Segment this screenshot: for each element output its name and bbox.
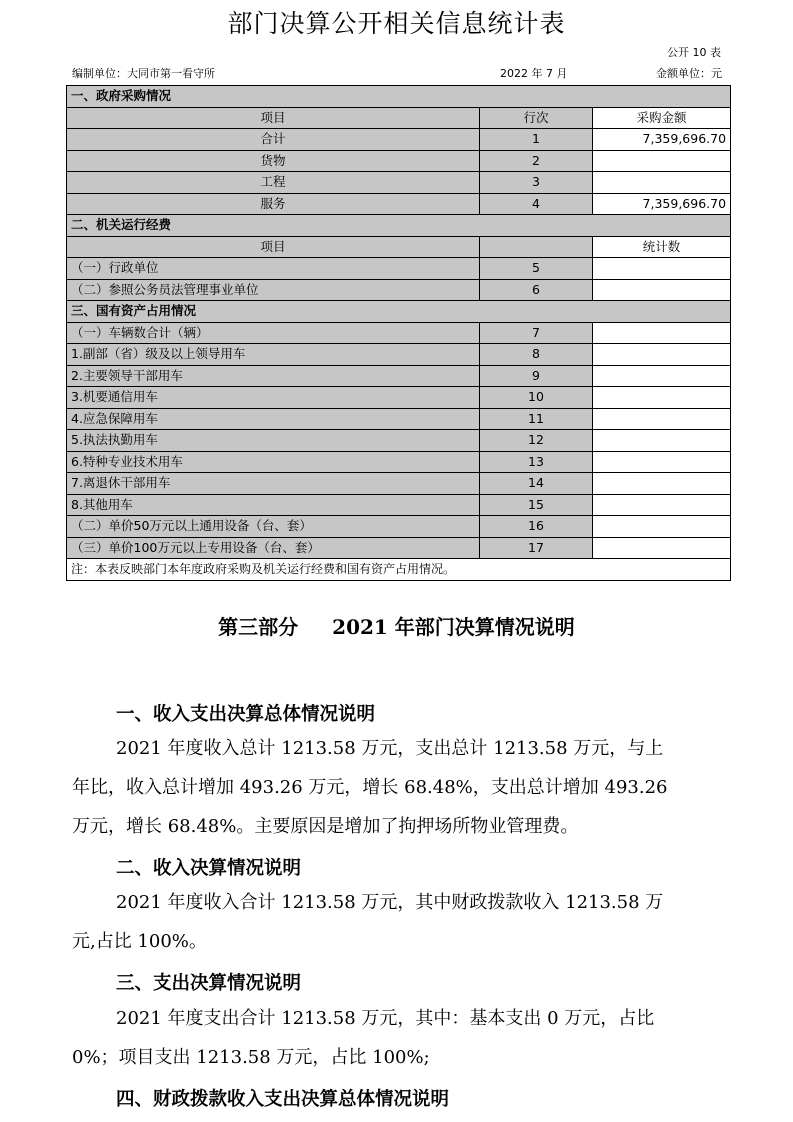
col-header-item: 项目: [67, 236, 480, 258]
value-cell: [593, 387, 731, 409]
report-date: 2022 年 7 月: [500, 67, 568, 80]
section3-heading: 三、国有资产占用情况: [67, 301, 731, 323]
section-heading: 三、支出决算情况说明: [116, 973, 302, 994]
row-number-cell: 15: [480, 494, 593, 516]
table-row: [67, 279, 731, 301]
section2-heading: 二、机关运行经费: [67, 215, 731, 237]
value-cell: [593, 279, 731, 301]
row-number-cell: 13: [480, 451, 593, 473]
item-cell: 8.其他用车: [67, 494, 480, 516]
item-cell: （一）行政单位: [67, 258, 480, 280]
header-meta-row: [72, 65, 722, 81]
value-cell: [593, 451, 731, 473]
row-number-cell: 7: [480, 322, 593, 344]
row-number-cell: 14: [480, 473, 593, 495]
page-title: 部门决算公开相关信息统计表: [227, 9, 566, 38]
item-cell: 7.离退休干部用车: [67, 473, 480, 495]
row-number-cell: 6: [480, 279, 593, 301]
table-row: [67, 150, 731, 172]
table-row: [67, 408, 731, 430]
row-number-cell: 1: [480, 129, 593, 151]
item-cell: 货物: [67, 150, 480, 172]
value-cell: [593, 258, 731, 280]
table-header-row: [67, 107, 731, 129]
paragraph-line: 年比，收入总计增加 493.26 万元，增长 68.48%，支出总计增加 493.26: [72, 777, 668, 798]
note-row: [67, 559, 731, 581]
section-heading-row: [67, 86, 731, 108]
item-cell: （一）车辆数合计（辆）: [67, 322, 480, 344]
table-row: [67, 473, 731, 495]
row-number-cell: 8: [480, 344, 593, 366]
table-row: [67, 365, 731, 387]
part-title: [0, 611, 793, 640]
amount-unit: 金额单位：元: [656, 67, 722, 80]
amount-cell: 7,359,696.70: [593, 193, 731, 215]
section-heading: 四、财政拨款收入支出决算总体情况说明: [116, 1089, 450, 1110]
section-heading-row: [67, 301, 731, 323]
table-row: [67, 516, 731, 538]
value-cell: [593, 365, 731, 387]
item-cell: （二）单价50万元以上通用设备（台、套）: [67, 516, 480, 538]
col-header-row: 行次: [480, 107, 593, 129]
paragraph-line: 0%；项目支出 1213.58 万元，占比 100%;: [72, 1047, 430, 1068]
row-number-cell: 2: [480, 150, 593, 172]
item-cell: 合计: [67, 129, 480, 151]
item-cell: 3.机要通信用车: [67, 387, 480, 409]
section-heading: 二、收入决算情况说明: [116, 858, 302, 879]
table-row: [67, 258, 731, 280]
row-number-cell: 16: [480, 516, 593, 538]
table-row: [67, 494, 731, 516]
item-cell: 4.应急保障用车: [67, 408, 480, 430]
row-number-cell: 5: [480, 258, 593, 280]
value-cell: [593, 322, 731, 344]
table-code: 公开 10 表: [667, 46, 721, 59]
value-cell: [593, 516, 731, 538]
item-cell: 2.主要领导干部用车: [67, 365, 480, 387]
amount-cell: [593, 150, 731, 172]
item-cell: （三）单价100万元以上专用设备（台、套）: [67, 537, 480, 559]
value-cell: [593, 473, 731, 495]
table-row: [67, 129, 731, 151]
value-cell: [593, 537, 731, 559]
col-header-amount: 采购金额: [593, 107, 731, 129]
table-row: [67, 172, 731, 194]
table-row: [67, 537, 731, 559]
paragraph-line: 2021 年度收入合计 1213.58 万元，其中财政拨款收入 1213.58 万: [116, 892, 664, 913]
statistics-table: [66, 85, 731, 581]
row-number-cell: 10: [480, 387, 593, 409]
value-cell: [593, 408, 731, 430]
table-row: [67, 193, 731, 215]
table-row: [67, 451, 731, 473]
paragraph-line: 万元，增长 68.48%。主要原因是增加了拘押场所物业管理费。: [72, 816, 579, 837]
item-cell: 服务: [67, 193, 480, 215]
paragraph-line: 2021 年度收入总计 1213.58 万元，支出总计 1213.58 万元，与上: [116, 738, 664, 759]
section-heading-row: [67, 215, 731, 237]
value-cell: [593, 344, 731, 366]
table-header-row: [67, 236, 731, 258]
item-cell: 6.特种专业技术用车: [67, 451, 480, 473]
table-note: 注：本表反映部门本年度政府采购及机关运行经费和国有资产占用情况。: [67, 559, 731, 581]
section1-heading: 一、政府采购情况: [67, 86, 731, 108]
item-cell: 1.副部（省）级及以上领导用车: [67, 344, 480, 366]
paragraph: [72, 883, 724, 961]
amount-cell: 7,359,696.70: [593, 129, 731, 151]
row-number-cell: 4: [480, 193, 593, 215]
item-cell: （二）参照公务员法管理事业单位: [67, 279, 480, 301]
table-row: [67, 387, 731, 409]
col-header-count: 统计数: [593, 236, 731, 258]
paragraph-line: 2021 年度支出合计 1213.58 万元，其中：基本支出 0 万元，占比: [116, 1008, 655, 1029]
table-row: [67, 344, 731, 366]
value-cell: [593, 430, 731, 452]
table-row: [67, 430, 731, 452]
paragraph-line: 元,占比 100%。: [72, 931, 207, 952]
item-cell: 工程: [67, 172, 480, 194]
amount-cell: [593, 172, 731, 194]
row-number-cell: 12: [480, 430, 593, 452]
row-number-cell: 3: [480, 172, 593, 194]
section-heading: 一、收入支出决算总体情况说明: [116, 704, 376, 725]
row-number-cell: 11: [480, 408, 593, 430]
item-cell: 5.执法执勤用车: [67, 430, 480, 452]
part-title-text: 2021 年部门决算情况说明: [332, 615, 575, 639]
col-header-row: [480, 236, 593, 258]
row-number-cell: 9: [480, 365, 593, 387]
compiling-unit: 编制单位：大同市第一看守所: [72, 67, 215, 80]
table-row: [67, 322, 731, 344]
part-title-label: 第三部分: [218, 615, 299, 639]
value-cell: [593, 494, 731, 516]
col-header-item: 项目: [67, 107, 480, 129]
paragraph: [72, 999, 724, 1077]
paragraph: [72, 729, 724, 846]
row-number-cell: 17: [480, 537, 593, 559]
